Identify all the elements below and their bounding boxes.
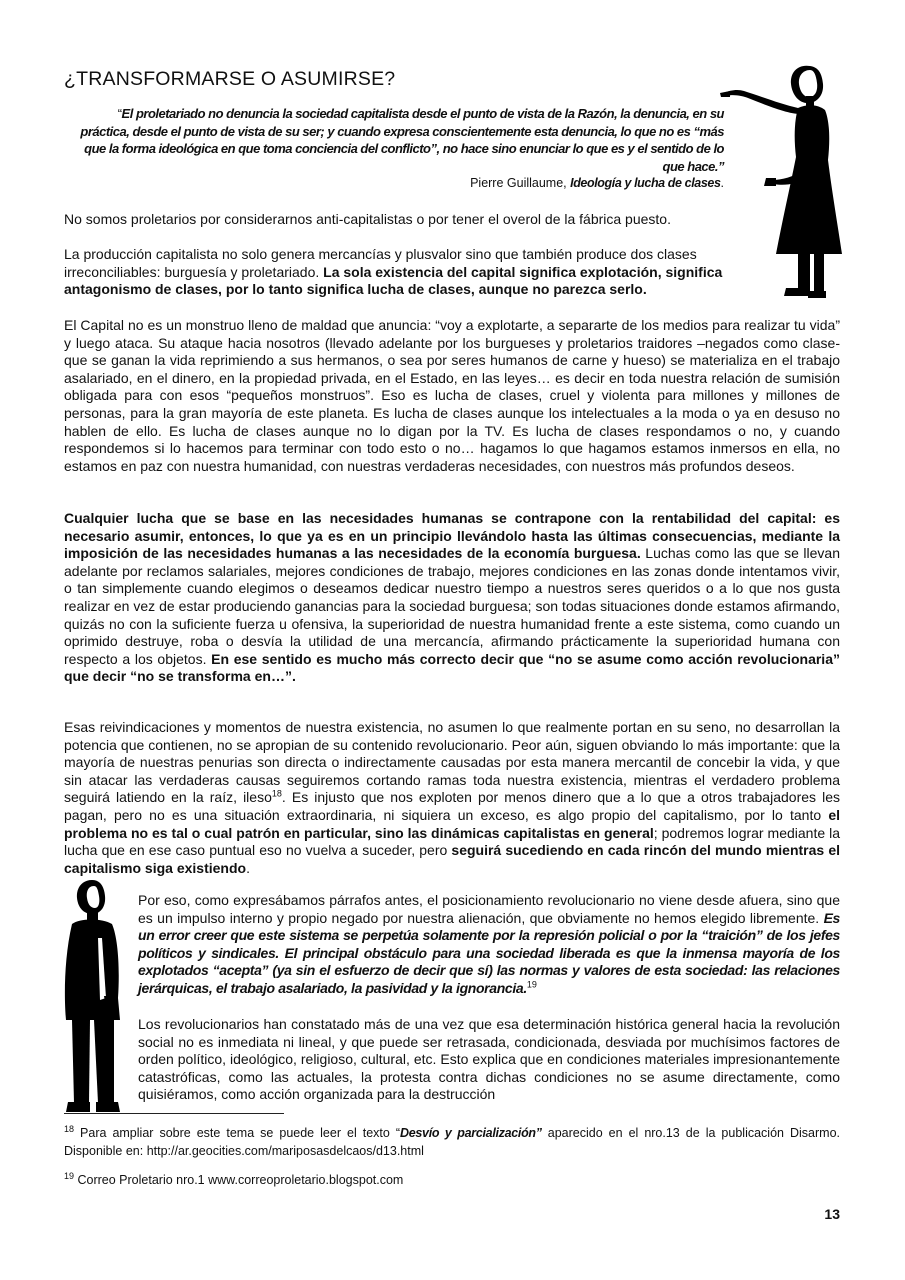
- footnote-19-number: 19: [64, 1170, 75, 1181]
- paragraph-2-normal: La producción capitalista no solo genera mercancías y plusvalor sino que también produce dos clases irreconciliables: burguesía y proletariado.: [64, 246, 697, 280]
- woman-pointing-figure: [718, 62, 843, 300]
- paragraph-5-end: .: [246, 859, 250, 876]
- footnote-18-number: 18: [64, 1123, 75, 1134]
- page-title: ¿TRANSFORMARSE O ASUMIRSE?: [64, 68, 396, 90]
- footnote-18-before: Para ampliar sobre este tema se puede leer el texto “: [74, 1126, 401, 1140]
- paragraph-5-bold-2: seguirá sucediendo en cada rincón del mundo mientras el capitalismo siga existiendo: [64, 842, 840, 876]
- paragraph-2-bold: La sola existencia del capital significa explotación, significa antagonismo de clases, por lo tanto significa lucha de clases, aunque no parezca serlo.: [64, 263, 723, 298]
- quote-work: Ideología y lucha de clases: [570, 176, 721, 190]
- paragraph-5: [64, 719, 840, 877]
- quote-text: El proletariado no denuncia la sociedad capitalista desde el punto de vista de la Razón, la denuncia, en su práctica, desde el punto de vista de su ser; y cuando expresa conscientemente esta denuncia, lo que no es “más que la forma ideológica en que toma conciencia del conflicto”, no hace sino enunciar lo que es y el sentido de lo que hace.”: [80, 106, 724, 174]
- footnote-ref-19[interactable]: 19: [526, 979, 537, 990]
- paragraph-4: [64, 510, 840, 686]
- footnote-18-after: aparecido en el nro.13 de la publicación Disarmo. Disponible en: http://ar.geocities.com/mariposasdelcaos/d13.html: [64, 1126, 840, 1158]
- epigraph-quote: [68, 105, 724, 175]
- paragraph-1: No somos proletarios por considerarnos anti-capitalistas o por tener el overol de la fábrica puesto.: [64, 211, 671, 227]
- paragraph-5-normal-1: Esas reivindicaciones y momentos de nuestra existencia, no asumen lo que realmente portan en su seno, no desarrollan la potencia que contienen, no se apropian de su contenido revolucionario. Peor aún, siguen obviando lo más importante: que la mayoría de nuestras penurias son directa o indirectamente causadas por esta manera mercantil de concebir la vida, y que sin atacar las verdaderas causas seguiremos cortando ramas toda nuestra existencia, mientras el verdadero problema seguirá latiendo en la raíz, ileso: [64, 719, 840, 806]
- paragraph-6-normal: Por eso, como expresábamos párrafos antes, el posicionamiento revolucionario no viene desde afuera, sino que es un impulso interno y propio negado por nuestra alienación, que obviamente no hemos elegido libremente.: [138, 892, 840, 926]
- paragraph-5-normal-2: . Es injusto que nos exploten por menos dinero que a lo que a otros trabajadores les pagan, pero no es una situación extraordinaria, ni siquiera un exceso, es algo propio del capitalismo, por lo tanto: [64, 789, 840, 823]
- footnote-19-text: Correo Proletario nro.1 www.correoproletario.blogspot.com: [74, 1173, 404, 1187]
- footnote-18-title: Desvío y parcialización”: [400, 1126, 542, 1140]
- paragraph-4-normal: Luchas como las que se llevan adelante por reclamos salariales, mejores condiciones de trabajo, mejores condiciones en las zonas donde intentamos vivir, o tan simplemente cuando elegimos o deseamos dedicar nuestro tiempo a nuestros seres queridos o a lo que nos gusta realizar en vez de estar produciendo ganancias para la sociedad burguesa; son todas situaciones donde estamos afirmando, quizás no con la suficiente fuerza u ofensiva, la superioridad de nuestra humanidad frente a este sistema, como cuando un oprimido destruye, roba o desvía la utilidad de una mercancía, afirmando prácticamente la superioridad humana con respecto a los objetos.: [64, 545, 841, 667]
- paragraph-6-emphasis: Es un error creer que este sistema se perpetúa solamente por la represión policial o por la “traición” de los jefes políticos y sindicales. El principal obstáculo para una sociedad liberada es que la inmensa mayoría de los explotados “acepta” (ya sin el esfuerzo de decir que sí) las normas y valores de esta sociedad: las relaciones jerárquicas, el trabajo asalariado, la pasividad y la ignorancia.: [138, 909, 840, 996]
- paragraph-3: El Capital no es un monstruo lleno de maldad que anuncia: “voy a explotarte, a separarte de los medios para realizar tu vida” y luego ataca. Su ataque hacia nosotros (llevado adelante por los burgueses y proletarios traidores –negados como clase- que se ganan la vida reprimiendo a sus hermanos, o sea por seres humanos de carne y hueso) se materializa en el trabajo asalariado, en el dinero, en la propiedad privada, en el Estado, en las leyes… es decir en toda nuestra relación de sumisión obligada para con esos “pequeños monstruos”. Eso es lucha de clases, cruel y violenta para millones y millones de personas, para la gran mayoría de este planeta. Es lucha de clases aunque los intelectuales a la moda o ya en desuso no hablen de ello. Es lucha de clases aunque no lo digan por la TV. Es lucha de clases respondamos o no, y cuando respondemos si lo hacemos para terminar con todo esto o no… hagamos lo que hagamos estamos inmersos en ella, no estamos en paz con nuestra humanidad, con nuestras verdaderas necesidades, con nuestros más profundos deseos.: [64, 317, 840, 474]
- page-number: 13: [824, 1206, 840, 1222]
- quote-author: Pierre Guillaume,: [470, 176, 571, 190]
- paragraph-6: [138, 892, 840, 998]
- paragraph-7: Los revolucionarios han constatado más de una vez que esa determinación histórica general hacia la revolución social no es inmediata ni lineal, y que puede ser retrasada, condicionada, desviada por muchísimos factores de orden político, ideológico, religioso, cultural, etc. Esto explica que en condiciones materiales impresionantemente catastróficas, como las actuales, la protesta contra dichas condiciones no se asume directamente, como quisiéramos, como acción organizada para la destrucción: [138, 1016, 840, 1103]
- paragraph-5-bold-1: el problema no es tal o cual patrón en particular, sino las dinámicas capitalistas en general: [64, 806, 840, 841]
- footnote-19: [64, 1172, 840, 1190]
- paragraph-4-bold-2: En ese sentido es mucho más correcto decir que “no se asume como acción revolucionaria” que decir “no se transforma en…”.: [64, 650, 840, 685]
- paragraph-4-bold-1: Cualquier lucha que se base en las necesidades humanas se contrapone con la rentabilidad del capital: es necesario asumir, entonces, lo que ya es en un principio llevándolo hasta las últimas consecuencias, mediante la imposición de las necesidades humanas a las necesidades de la economía burguesa.: [64, 510, 840, 562]
- quote-open-mark: “: [117, 106, 122, 121]
- quote-end: .: [720, 176, 724, 190]
- paragraph-2: [64, 246, 784, 299]
- quote-attribution: [68, 176, 724, 190]
- standing-man-figure: [62, 878, 130, 1118]
- footnote-18: [64, 1125, 840, 1160]
- footnote-ref-18[interactable]: 18: [271, 788, 282, 799]
- paragraph-5-normal-3: ; podremos lograr mediante la lucha que en ese caso puntual eso no vuelva a suceder, pero: [64, 824, 840, 859]
